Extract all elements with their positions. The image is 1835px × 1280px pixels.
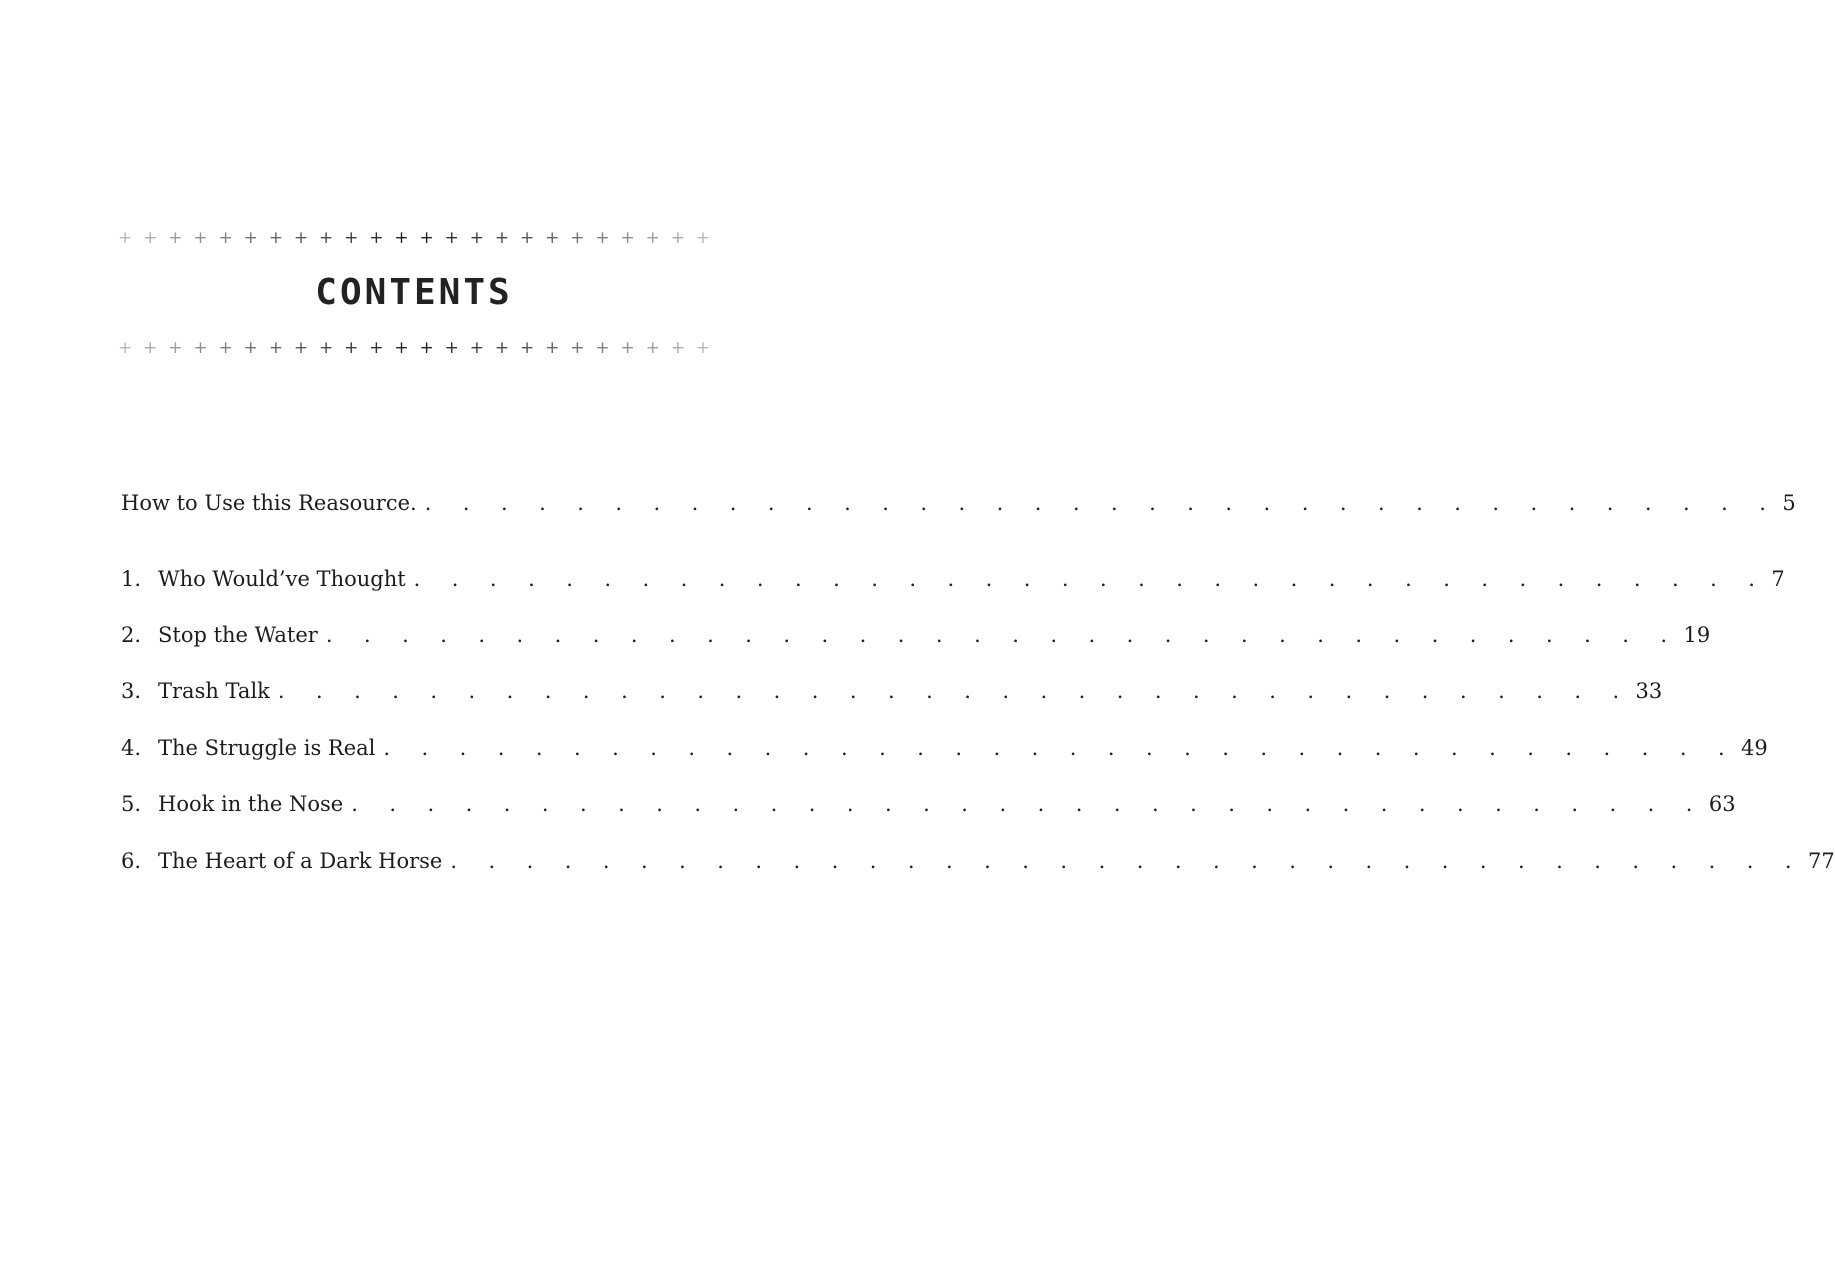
chapter-number: 4.	[121, 736, 142, 760]
plus-ornament-icon: +	[243, 338, 258, 358]
plus-ornament-icon: +	[344, 228, 359, 248]
dot-leader: . . . . . . . . . . . . . . . . . . . . . . . . . . . . . . . . . . . .	[277, 679, 1632, 703]
plus-ornament-icon: +	[193, 228, 208, 248]
plus-ornament-icon: +	[168, 338, 183, 358]
dot-leader: . . . . . . . . . . . . . . . . . . . . . . . . . . . . . . . . . . . .	[325, 623, 1680, 647]
toc-page-number: 49	[1741, 736, 1768, 760]
plus-ornament-icon: +	[344, 338, 359, 358]
plus-ornament-icon: +	[520, 338, 535, 358]
plus-ornament-icon: +	[293, 338, 309, 358]
plus-ornament-icon: +	[570, 228, 585, 248]
plus-ornament-icon: +	[620, 338, 635, 358]
toc-page-number: 77	[1807, 849, 1835, 873]
plus-ornament-icon: +	[369, 338, 384, 358]
plus-ornament-icon: +	[595, 228, 610, 248]
dot-leader: . . . . . . . . . . . . . . . . . . . . . . . . . . . . . . . . . . . .	[450, 849, 1804, 873]
dot-leader: . . . . . . . . . . . . . . . . . . . . . . . . . . . . . . . . . . . .	[383, 736, 1738, 760]
plus-ornament-icon: +	[319, 228, 334, 248]
plus-ornament-icon: +	[394, 338, 409, 358]
plus-ornament-icon: +	[319, 338, 334, 358]
plus-ornament-icon: +	[143, 338, 158, 358]
plus-ornament-icon: +	[670, 338, 685, 358]
plus-ornament-icon: +	[268, 228, 283, 248]
plus-ornament-icon: +	[419, 228, 434, 248]
plus-ornament-icon: +	[520, 228, 535, 248]
toc-entry-chapter-4	[121, 733, 1768, 763]
plus-ornament-icon: +	[469, 228, 484, 248]
toc-page-number: 63	[1708, 792, 1736, 816]
plus-ornament-icon: +	[369, 228, 384, 248]
plus-ornament-icon: +	[218, 338, 233, 358]
toc-entry-chapter-6	[121, 846, 1835, 876]
chapter-title: Stop the Water	[158, 623, 318, 647]
chapter-title: The Struggle is Real	[158, 736, 376, 760]
plus-ornament-icon: +	[545, 338, 560, 358]
plus-ornament-icon: +	[243, 228, 258, 248]
plus-ornament-icon: +	[419, 338, 434, 358]
plus-ornament-icon: +	[268, 338, 283, 358]
chapter-number: 6.	[121, 849, 142, 873]
dot-leader: . . . . . . . . . . . . . . . . . . . . . . . . . . . . . . . . . . . .	[351, 792, 1705, 816]
chapter-number: 3.	[121, 679, 142, 703]
plus-ornament-icon: +	[193, 338, 208, 358]
plus-ornament-icon: +	[494, 338, 510, 358]
toc-entry-chapter-1	[121, 564, 1785, 594]
plus-ornament-icon: +	[444, 338, 459, 358]
plus-ornament-icon: +	[494, 228, 510, 248]
toc-entry-chapter-3	[121, 676, 1663, 706]
plus-ornament-icon: +	[118, 338, 133, 358]
plus-ornament-icon: +	[645, 228, 660, 248]
plus-ornament-icon: +	[620, 228, 635, 248]
plus-ornament-icon: +	[118, 228, 133, 248]
plus-ornament-icon: +	[570, 338, 585, 358]
chapter-title: Hook in the Nose	[158, 792, 344, 816]
toc-page-number: 7	[1771, 567, 1785, 591]
toc-entry-intro	[121, 488, 1796, 518]
chapter-title: Who Would’ve Thought	[158, 567, 406, 591]
plus-ornament-icon: +	[143, 228, 158, 248]
chapter-number: 2.	[121, 623, 142, 647]
dot-leader: . . . . . . . . . . . . . . . . . . . . . . . . . . . . . . . . . . . .	[424, 491, 1779, 515]
plus-ornament-icon: +	[545, 228, 560, 248]
dot-leader: . . . . . . . . . . . . . . . . . . . . . . . . . . . . . . . . . . . .	[413, 567, 1768, 591]
chapter-number: 5.	[121, 792, 142, 816]
ornament-plus-row-top	[118, 228, 710, 248]
plus-ornament-icon: +	[218, 228, 233, 248]
chapter-title: Trash Talk	[158, 679, 270, 703]
plus-ornament-icon: +	[168, 228, 183, 248]
chapter-number: 1.	[121, 567, 142, 591]
plus-ornament-icon: +	[695, 228, 711, 248]
toc-page-number: 33	[1635, 679, 1663, 703]
plus-ornament-icon: +	[444, 228, 459, 248]
ornament-plus-row-bottom	[118, 338, 710, 358]
toc-entry-chapter-5	[121, 789, 1736, 819]
plus-ornament-icon: +	[394, 228, 409, 248]
toc-page-number: 5	[1782, 491, 1796, 515]
toc-page-number: 19	[1683, 623, 1711, 647]
toc-entry-chapter-2	[121, 620, 1711, 650]
chapter-title: The Heart of a Dark Horse	[158, 849, 443, 873]
plus-ornament-icon: +	[469, 338, 484, 358]
plus-ornament-icon: +	[293, 228, 309, 248]
toc-entry-label: How to Use this Reasource.	[121, 491, 417, 515]
plus-ornament-icon: +	[645, 338, 660, 358]
page-title: CONTENTS	[315, 272, 513, 313]
plus-ornament-icon: +	[695, 338, 711, 358]
plus-ornament-icon: +	[595, 338, 610, 358]
plus-ornament-icon: +	[670, 228, 685, 248]
